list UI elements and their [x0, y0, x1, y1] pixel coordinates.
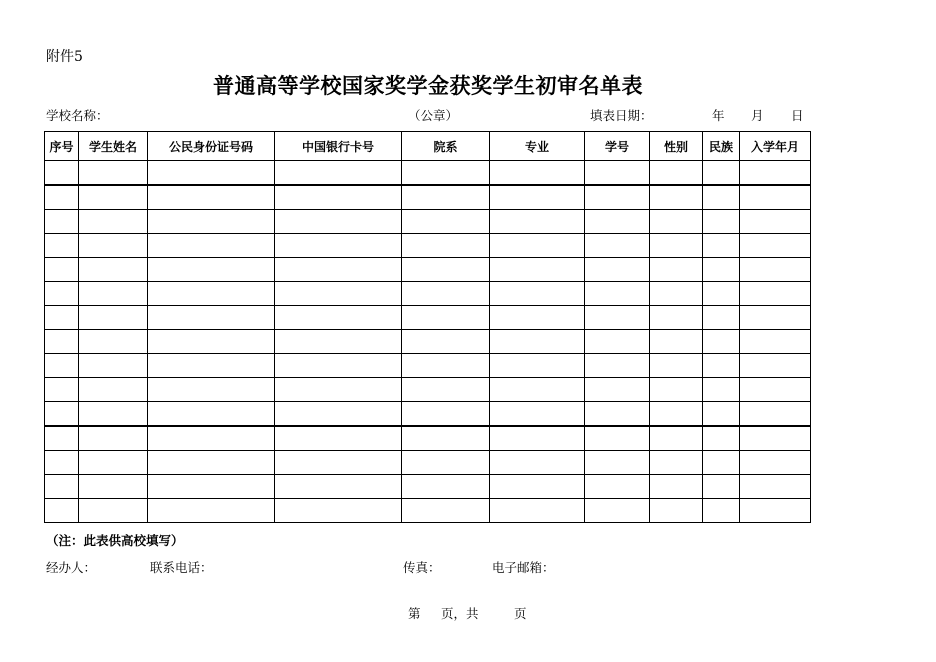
table-cell[interactable] [275, 210, 402, 234]
table-cell[interactable] [703, 234, 740, 258]
table-cell[interactable] [275, 451, 402, 475]
table-cell[interactable] [45, 451, 79, 475]
table-cell[interactable] [275, 475, 402, 499]
table-cell[interactable] [585, 499, 650, 523]
table-cell[interactable] [79, 426, 148, 451]
table-cell[interactable] [402, 210, 490, 234]
table-cell[interactable] [148, 282, 275, 306]
table-cell[interactable] [148, 451, 275, 475]
table-cell[interactable] [740, 378, 811, 402]
column-header: 学生姓名 [79, 132, 148, 161]
table-cell[interactable] [490, 402, 585, 427]
date-year-label: 年 [712, 108, 725, 123]
table-cell[interactable] [148, 185, 275, 210]
table-cell[interactable] [402, 306, 490, 330]
table-row [45, 475, 811, 499]
table-cell[interactable] [402, 499, 490, 523]
date-month-label: 月 [751, 108, 764, 123]
table-cell[interactable] [585, 258, 650, 282]
table-cell[interactable] [585, 210, 650, 234]
table-cell[interactable] [650, 161, 703, 186]
table-cell[interactable] [45, 210, 79, 234]
table-row [45, 282, 811, 306]
table-cell[interactable] [740, 499, 811, 523]
table-row [45, 402, 811, 427]
column-header: 民族 [703, 132, 740, 161]
table-cell[interactable] [45, 258, 79, 282]
table-cell[interactable] [275, 258, 402, 282]
date-day-label: 日 [791, 108, 804, 123]
table-cell[interactable] [740, 354, 811, 378]
table-cell[interactable] [45, 161, 79, 186]
table-cell[interactable] [703, 426, 740, 451]
table-cell[interactable] [402, 161, 490, 186]
table-cell[interactable] [275, 306, 402, 330]
table-cell[interactable] [585, 402, 650, 427]
table-cell[interactable] [740, 306, 811, 330]
table-cell[interactable] [703, 330, 740, 354]
table-row [45, 451, 811, 475]
table-cell[interactable] [650, 282, 703, 306]
table-cell[interactable] [585, 475, 650, 499]
table-cell[interactable] [490, 378, 585, 402]
table-cell[interactable] [650, 234, 703, 258]
column-header: 中国银行卡号 [275, 132, 402, 161]
table-cell[interactable] [703, 499, 740, 523]
table-cell[interactable] [703, 282, 740, 306]
table-cell[interactable] [402, 330, 490, 354]
fax-label: 传真： [403, 560, 441, 575]
table-cell[interactable] [148, 258, 275, 282]
table-cell[interactable] [275, 354, 402, 378]
table-cell[interactable] [490, 185, 585, 210]
table-cell[interactable] [703, 258, 740, 282]
table-header-row [45, 132, 811, 161]
table-cell[interactable] [650, 426, 703, 451]
table-cell[interactable] [740, 161, 811, 186]
table-cell[interactable] [650, 185, 703, 210]
table-cell[interactable] [703, 210, 740, 234]
table-cell[interactable] [45, 234, 79, 258]
table-cell[interactable] [79, 306, 148, 330]
table-cell[interactable] [148, 306, 275, 330]
table-cell[interactable] [585, 161, 650, 186]
table-cell[interactable] [650, 451, 703, 475]
table-cell[interactable] [148, 354, 275, 378]
footnote: （注：此表供高校填写） [46, 533, 184, 548]
table-cell[interactable] [650, 330, 703, 354]
table-cell[interactable] [79, 234, 148, 258]
table-cell[interactable] [402, 451, 490, 475]
table-cell[interactable] [740, 330, 811, 354]
table-cell[interactable] [402, 475, 490, 499]
table-cell[interactable] [148, 210, 275, 234]
table-cell[interactable] [275, 161, 402, 186]
table-cell[interactable] [703, 475, 740, 499]
table-cell[interactable] [650, 354, 703, 378]
column-header: 公民身份证号码 [148, 132, 275, 161]
table-cell[interactable] [45, 330, 79, 354]
table-cell[interactable] [45, 378, 79, 402]
column-header: 专业 [490, 132, 585, 161]
table-cell[interactable] [402, 402, 490, 427]
table-cell[interactable] [148, 161, 275, 186]
table-cell[interactable] [490, 354, 585, 378]
table-row [45, 306, 811, 330]
table-row [45, 330, 811, 354]
table-cell[interactable] [585, 354, 650, 378]
table-cell[interactable] [650, 258, 703, 282]
table-cell[interactable] [79, 402, 148, 427]
table-cell[interactable] [740, 475, 811, 499]
table-cell[interactable] [275, 330, 402, 354]
table-cell[interactable] [45, 426, 79, 451]
table-cell[interactable] [402, 426, 490, 451]
table-cell[interactable] [703, 185, 740, 210]
table-row [45, 185, 811, 210]
page-number-prefix: 第 [408, 606, 421, 621]
table-row [45, 161, 811, 186]
handler-label: 经办人： [46, 560, 97, 575]
table-cell[interactable] [45, 354, 79, 378]
attachment-label: 附件5 [46, 49, 83, 65]
table-cell[interactable] [148, 378, 275, 402]
table-cell[interactable] [490, 499, 585, 523]
table-cell[interactable] [402, 185, 490, 210]
table-cell[interactable] [740, 282, 811, 306]
table-cell[interactable] [740, 426, 811, 451]
page-title: 普通高等学校国家奖学金获奖学生初审名单表 [213, 74, 643, 98]
table-cell[interactable] [79, 451, 148, 475]
table-cell[interactable] [275, 234, 402, 258]
table-cell[interactable] [585, 282, 650, 306]
table-cell[interactable] [402, 378, 490, 402]
table-row [45, 210, 811, 234]
table-cell[interactable] [79, 330, 148, 354]
table-cell[interactable] [585, 185, 650, 210]
table-cell[interactable] [79, 210, 148, 234]
candidate-list-table [44, 131, 811, 523]
email-label: 电子邮箱： [492, 560, 555, 575]
table-cell[interactable] [740, 210, 811, 234]
page-number-middle: 页，共 [441, 606, 479, 621]
table-cell[interactable] [740, 185, 811, 210]
table-body [45, 161, 811, 523]
table-row [45, 354, 811, 378]
table-cell[interactable] [585, 330, 650, 354]
seal-label: （公章） [408, 108, 459, 123]
table-cell[interactable] [703, 378, 740, 402]
table-cell[interactable] [45, 402, 79, 427]
table-cell[interactable] [45, 282, 79, 306]
table-row [45, 426, 811, 451]
table-cell[interactable] [490, 258, 585, 282]
table-cell[interactable] [490, 234, 585, 258]
table-cell[interactable] [79, 282, 148, 306]
table-cell[interactable] [585, 451, 650, 475]
column-header: 序号 [45, 132, 79, 161]
school-name-label: 学校名称： [46, 108, 109, 123]
table-cell[interactable] [79, 475, 148, 499]
table-row [45, 234, 811, 258]
page-number-suffix: 页 [514, 606, 527, 621]
table-cell[interactable] [585, 234, 650, 258]
table-cell[interactable] [79, 499, 148, 523]
table-cell[interactable] [45, 499, 79, 523]
table-cell[interactable] [148, 475, 275, 499]
table-cell[interactable] [402, 282, 490, 306]
table-cell[interactable] [148, 234, 275, 258]
table-cell[interactable] [740, 258, 811, 282]
table-cell[interactable] [79, 185, 148, 210]
table-cell[interactable] [275, 378, 402, 402]
table-cell[interactable] [45, 306, 79, 330]
table-cell[interactable] [650, 475, 703, 499]
table-cell[interactable] [650, 499, 703, 523]
table-cell[interactable] [490, 306, 585, 330]
table-cell[interactable] [275, 426, 402, 451]
table-cell[interactable] [402, 354, 490, 378]
table-row [45, 499, 811, 523]
table-cell[interactable] [79, 354, 148, 378]
table-cell[interactable] [79, 378, 148, 402]
table-cell[interactable] [490, 426, 585, 451]
table-cell[interactable] [650, 378, 703, 402]
table-cell[interactable] [740, 234, 811, 258]
column-header: 入学年月 [740, 132, 811, 161]
table-cell[interactable] [490, 330, 585, 354]
table-cell[interactable] [703, 306, 740, 330]
table-cell[interactable] [490, 451, 585, 475]
table-cell[interactable] [148, 426, 275, 451]
table-cell[interactable] [79, 161, 148, 186]
table-cell[interactable] [585, 426, 650, 451]
table-cell[interactable] [650, 210, 703, 234]
table-cell[interactable] [650, 306, 703, 330]
table-cell[interactable] [148, 499, 275, 523]
table-cell[interactable] [402, 258, 490, 282]
table-row [45, 258, 811, 282]
table-cell[interactable] [740, 402, 811, 427]
table-cell[interactable] [703, 451, 740, 475]
phone-label: 联系电话： [150, 560, 213, 575]
fill-date-label: 填表日期： [590, 108, 653, 123]
table-cell[interactable] [650, 402, 703, 427]
table-cell[interactable] [275, 185, 402, 210]
table-cell[interactable] [490, 475, 585, 499]
table-cell[interactable] [585, 306, 650, 330]
table-cell[interactable] [275, 282, 402, 306]
table-cell[interactable] [490, 282, 585, 306]
table-cell[interactable] [490, 161, 585, 186]
table-cell[interactable] [79, 258, 148, 282]
table-cell[interactable] [45, 185, 79, 210]
table-cell[interactable] [148, 402, 275, 427]
table-cell[interactable] [402, 234, 490, 258]
table-cell[interactable] [703, 161, 740, 186]
column-header: 性别 [650, 132, 703, 161]
column-header: 学号 [585, 132, 650, 161]
table-cell[interactable] [45, 475, 79, 499]
table-cell[interactable] [148, 330, 275, 354]
table-cell[interactable] [585, 378, 650, 402]
table-cell[interactable] [490, 210, 585, 234]
table-cell[interactable] [275, 499, 402, 523]
column-header: 院系 [402, 132, 490, 161]
table-cell[interactable] [275, 402, 402, 427]
table-cell[interactable] [703, 354, 740, 378]
table-cell[interactable] [740, 451, 811, 475]
table-cell[interactable] [703, 402, 740, 427]
table-row [45, 378, 811, 402]
